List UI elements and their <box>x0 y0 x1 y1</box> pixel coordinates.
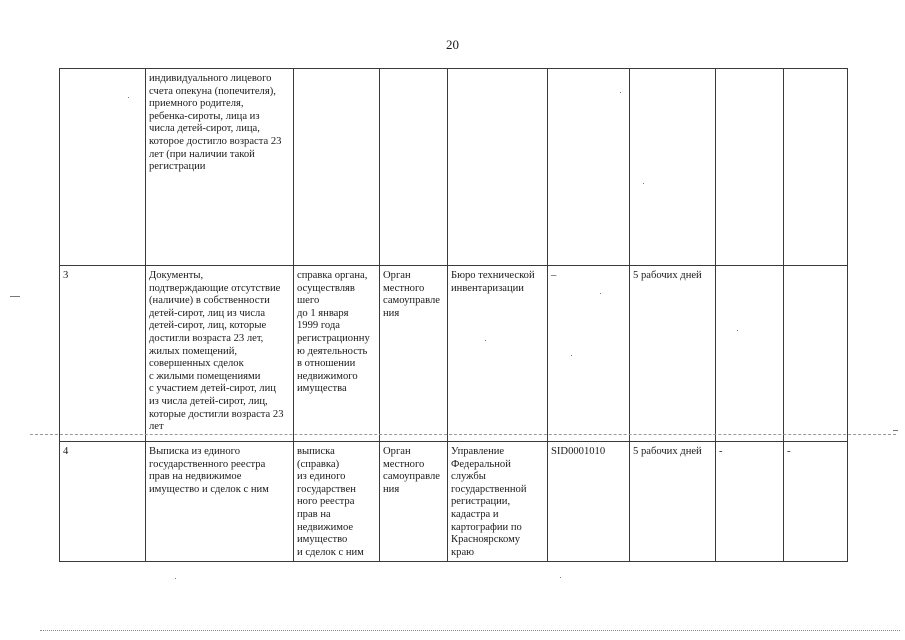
cell-provider <box>448 69 548 266</box>
cell-document-type: выписка (справка) из единого государствен ного реестра прав на недвижимое имущество и сделок с ним <box>294 442 380 562</box>
cell-number: 3 <box>60 266 146 442</box>
interagency-request-table <box>59 68 848 562</box>
cell-form: - <box>716 442 784 562</box>
cell-document-name: Выписка из единого государственного реестра прав на недвижимое имущество и сделок с ним <box>146 442 294 562</box>
cell-sid <box>548 69 630 266</box>
scan-speck <box>600 293 601 294</box>
cell-sample <box>784 266 848 442</box>
scan-speck <box>175 578 176 579</box>
cell-document-type: справка органа, осуществляв шего до 1 января 1999 года регистрационну ю деятельность в отношении недвижимого имущества <box>294 266 380 442</box>
cell-form <box>716 266 784 442</box>
scan-artifact-line <box>30 434 896 435</box>
scan-speck <box>560 577 561 578</box>
cell-sid: – <box>548 266 630 442</box>
cell-requester: Орган местного самоуправле ния <box>380 266 448 442</box>
cell-term: 5 рабочих дней <box>630 442 716 562</box>
cell-document-name: индивидуального лицевого счета опекуна (попечителя), приемного родителя, ребенка-сироты, лица из числа детей-сирот, лица, которое достигло возраста 23 лет (при наличии такой регистрации <box>146 69 294 266</box>
cell-requester: Орган местного самоуправле ния <box>380 442 448 562</box>
cell-requester <box>380 69 448 266</box>
cell-provider: Управление Федеральной службы государственной регистрации, кадастра и картографии по Красноярскому краю <box>448 442 548 562</box>
scan-speck <box>893 430 898 431</box>
cell-sample: - <box>784 442 848 562</box>
table-row <box>60 442 848 562</box>
scan-speck <box>128 97 129 98</box>
table-row <box>60 69 848 266</box>
cell-document-type <box>294 69 380 266</box>
cell-provider: Бюро технической инвентаризации <box>448 266 548 442</box>
cell-number: 4 <box>60 442 146 562</box>
cell-term: 5 рабочих дней <box>630 266 716 442</box>
scan-speck <box>643 183 644 184</box>
cell-term <box>630 69 716 266</box>
page-number: 20 <box>446 37 459 52</box>
cell-form <box>716 69 784 266</box>
cell-sid: SID0001010 <box>548 442 630 562</box>
cell-document-name: Документы, подтверждающие отсутствие (наличие) в собственности детей-сирот, лиц из числа детей-сирот, лиц, которые достигли возраста 23 лет, жилых помещений, совершенных сделок с жилыми помещениями с участием детей-сирот, лиц из числа детей-сирот, лиц, которые достигли возраста 23 лет <box>146 266 294 442</box>
scan-artifact-line <box>10 296 20 297</box>
scan-speck <box>737 330 738 331</box>
table-row <box>60 266 848 442</box>
scan-speck <box>485 340 486 341</box>
scan-speck <box>571 355 572 356</box>
cell-number <box>60 69 146 266</box>
scan-speck <box>620 92 621 93</box>
scan-artifact-line <box>40 630 900 631</box>
cell-sample <box>784 69 848 266</box>
